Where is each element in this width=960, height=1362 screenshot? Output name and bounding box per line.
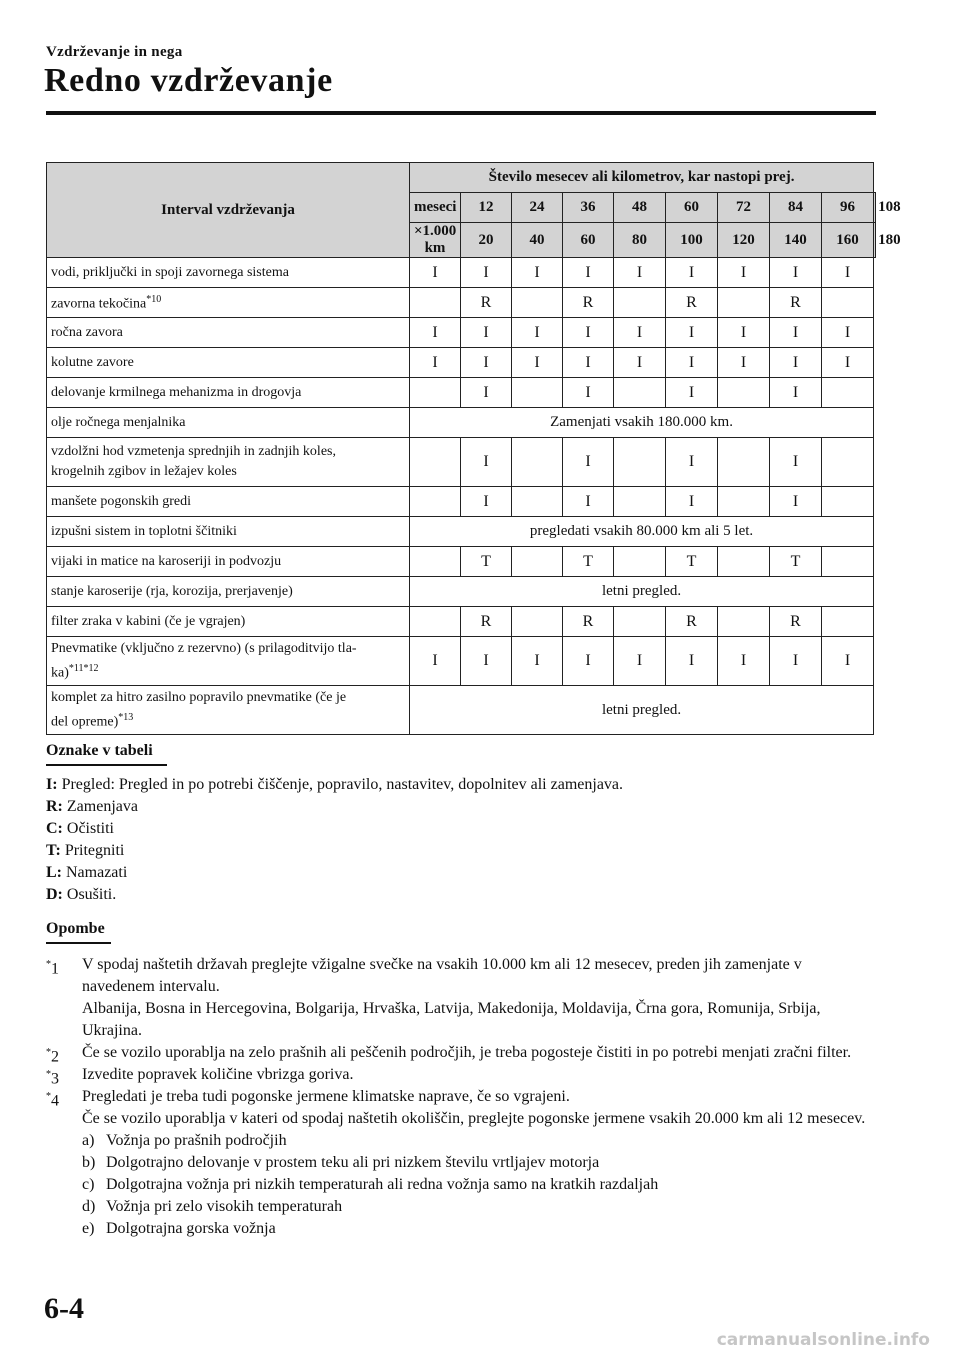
km-header: 180 [874, 223, 876, 258]
note-text: Albanija, Bosna in Hercegovina, Bolgarija, Hrvaška, Latvija, Makedonija, Moldavija, Črna gora, Romunija, Srbija, Ukrajina. [82, 1000, 821, 1039]
value-cell [410, 378, 461, 408]
value-cell: I [512, 637, 563, 686]
item-text: stanje karoserije (rja, korozija, prerjavenje) [51, 583, 293, 599]
item-cell [47, 318, 410, 348]
interval-header: Interval vzdrževanja [47, 163, 410, 258]
value-cell: I [614, 637, 666, 686]
value-cell: I [822, 348, 874, 378]
legend-heading-underline [46, 764, 167, 766]
value-cell [718, 547, 770, 577]
table-row [47, 408, 876, 438]
note [46, 954, 876, 1042]
value-cell: I [666, 378, 718, 408]
value-cell [512, 547, 563, 577]
legend-code: L: [46, 864, 62, 881]
km-header: 20 [461, 223, 512, 258]
value-cell: I [666, 318, 718, 348]
item-text: zavorna tekočina [51, 296, 147, 312]
value-cell [410, 487, 461, 517]
value-cell [410, 607, 461, 637]
note-subitem-text: Vožnja pri zelo visokih temperaturah [106, 1198, 343, 1215]
note-text: V spodaj naštetih državah preglejte vžigalne svečke na vsakih 10.000 km ali 12 mesecev, preden jih zamenjate v navedenem intervalu. [82, 956, 802, 995]
item-text-cont: del opreme) [51, 714, 119, 730]
value-cell [614, 547, 666, 577]
km-header: 160 [822, 223, 874, 258]
value-cell: I [461, 318, 512, 348]
page-number: 6-4 [44, 1292, 84, 1325]
legend-heading: Oznake v tabeli [46, 742, 153, 759]
item-cell [47, 517, 410, 547]
value-cell: I [666, 258, 718, 288]
value-cell: I [512, 318, 563, 348]
table-row [47, 288, 876, 318]
value-cell: I [410, 258, 461, 288]
note-subitem-letter: e) [82, 1220, 95, 1237]
table-row [47, 517, 876, 547]
value-cell: T [461, 547, 512, 577]
month-header: 108 [874, 193, 876, 223]
table-row [47, 438, 876, 487]
month-header: 84 [770, 193, 822, 223]
note-marker [46, 954, 59, 980]
value-cell: R [770, 607, 822, 637]
legend-item [46, 818, 623, 840]
note [46, 1086, 876, 1240]
value-cell: I [563, 637, 614, 686]
value-cell: T [563, 547, 614, 577]
km-header: 100 [666, 223, 718, 258]
table-row [47, 607, 876, 637]
item-text: filter zraka v kabini (če je vgrajen) [51, 613, 246, 629]
note-subitem-letter: b) [82, 1154, 96, 1171]
note-marker [46, 1086, 59, 1112]
value-cell [822, 487, 874, 517]
value-cell: I [614, 318, 666, 348]
table-row [47, 547, 876, 577]
value-cell [410, 547, 461, 577]
value-cell [822, 547, 874, 577]
table-row [47, 318, 876, 348]
month-header: 12 [461, 193, 512, 223]
value-cell [614, 288, 666, 318]
value-cell: I [563, 438, 614, 487]
value-cell [718, 438, 770, 487]
value-cell: I [512, 258, 563, 288]
value-cell: I [461, 637, 512, 686]
item-cell [47, 607, 410, 637]
value-cell: R [461, 607, 512, 637]
value-cell: I [822, 637, 874, 686]
value-cell: I [563, 378, 614, 408]
value-cell: R [666, 607, 718, 637]
value-cell: I [410, 348, 461, 378]
table-row [47, 378, 876, 408]
note-star: * [46, 1047, 51, 1058]
note-text: Če se vozilo uporablja na zelo prašnih ali peščenih področjih, je treba pogosteje čistiti in po potrebi menjati zračni filter. [82, 1044, 852, 1061]
value-cell: I [563, 348, 614, 378]
span-value: pregledati vsakih 80.000 km ali 5 let. [410, 517, 874, 547]
item-cell [47, 686, 410, 735]
item-text: komplet za hitro zasilno popravilo pnevmatike (če je [51, 689, 347, 705]
note-subitem-text: Dolgotrajna vožnja pri nizkih temperaturah ali redna vožnja samo na kratkih razdaljah [106, 1176, 659, 1193]
value-cell [718, 607, 770, 637]
month-header: 60 [666, 193, 718, 223]
section-label: Vzdrževanje in nega [46, 44, 183, 60]
item-cell [47, 637, 410, 686]
value-cell: I [770, 258, 822, 288]
value-cell [614, 378, 666, 408]
value-cell [512, 607, 563, 637]
value-cell [822, 288, 874, 318]
legend-text: Očistiti [66, 820, 114, 837]
item-cell [47, 487, 410, 517]
value-cell: I [718, 318, 770, 348]
maintenance-table [46, 162, 901, 735]
value-cell: I [718, 637, 770, 686]
month-header: 48 [614, 193, 666, 223]
value-cell: T [770, 547, 822, 577]
item-cell [47, 438, 410, 487]
value-cell: I [512, 348, 563, 378]
value-cell: I [666, 487, 718, 517]
km-header: 60 [563, 223, 614, 258]
legend-list [46, 774, 623, 906]
value-cell [614, 607, 666, 637]
note-subitem-letter: a) [82, 1132, 95, 1149]
months-label: meseci [410, 193, 461, 223]
item-cell [47, 258, 410, 288]
km-header: 120 [718, 223, 770, 258]
legend-code: C: [46, 820, 63, 837]
value-cell: I [822, 318, 874, 348]
legend-code: D: [46, 886, 63, 903]
item-text: manšete pogonskih gredi [51, 493, 191, 509]
item-cell [47, 288, 410, 318]
month-header: 96 [822, 193, 874, 223]
value-cell [822, 438, 874, 487]
value-cell [822, 607, 874, 637]
value-cell: I [563, 318, 614, 348]
month-header: 36 [563, 193, 614, 223]
value-cell [614, 487, 666, 517]
span-value: letni pregled. [410, 577, 874, 607]
legend-text: Osušiti. [66, 886, 117, 903]
value-cell: I [718, 348, 770, 378]
value-cell: I [666, 637, 718, 686]
legend-code: R: [46, 798, 63, 815]
km-header: 140 [770, 223, 822, 258]
note-number: 3 [51, 1070, 59, 1088]
legend-code: I: [46, 776, 58, 793]
item-text: kolutne zavore [51, 354, 134, 370]
value-cell: I [666, 348, 718, 378]
value-cell [614, 438, 666, 487]
value-cell [512, 438, 563, 487]
value-cell: I [614, 258, 666, 288]
value-cell: I [770, 318, 822, 348]
table-row [47, 258, 876, 288]
notes-heading-underline [46, 942, 111, 944]
table-row [47, 686, 876, 735]
value-cell: I [614, 348, 666, 378]
value-cell: I [461, 348, 512, 378]
note-subitem-letter: d) [82, 1198, 96, 1215]
value-cell: R [461, 288, 512, 318]
value-cell: I [770, 348, 822, 378]
notes-list [46, 954, 876, 1240]
legend-item [46, 796, 623, 818]
note-sublist [82, 1130, 876, 1240]
legend-item [46, 862, 623, 884]
legend-text: Pregled: Pregled in po potrebi čiščenje, popravilo, nastavitev, dopolnitev ali zamenjava. [61, 776, 624, 793]
value-cell: I [770, 378, 822, 408]
value-cell [718, 378, 770, 408]
value-cell: T [666, 547, 718, 577]
value-cell: I [718, 258, 770, 288]
value-cell [512, 288, 563, 318]
value-cell: I [770, 487, 822, 517]
item-text: ročna zavora [51, 324, 123, 340]
note-number: 2 [51, 1048, 59, 1066]
item-text-cont: ka) [51, 665, 69, 681]
item-text: vzdolžni hod vzmetenja sprednjih in zadnjih koles, [51, 444, 336, 459]
group-header: Število mesecev ali kilometrov, kar nastopi prej. [410, 163, 874, 193]
item-cell [47, 547, 410, 577]
legend-item [46, 840, 623, 862]
legend-code: T: [46, 842, 61, 859]
item-text: olje ročnega menjalnika [51, 414, 186, 430]
value-cell: I [461, 258, 512, 288]
month-header: 72 [718, 193, 770, 223]
value-cell: R [563, 607, 614, 637]
value-cell: I [410, 318, 461, 348]
value-cell [512, 487, 563, 517]
item-text: izpušni sistem in toplotni ščitniki [51, 523, 237, 539]
item-cell [47, 408, 410, 438]
value-cell: R [770, 288, 822, 318]
value-cell: R [563, 288, 614, 318]
value-cell [822, 378, 874, 408]
value-cell: I [770, 637, 822, 686]
note [46, 1042, 876, 1064]
note-number: 4 [51, 1092, 59, 1110]
note-number: 1 [51, 960, 59, 978]
item-text-cont: krogelnih zgibov in ležajev koles [51, 464, 237, 479]
table-row [47, 637, 876, 686]
km-label: ×1.000 km [410, 223, 461, 258]
item-cell [47, 348, 410, 378]
table-row [47, 348, 876, 378]
note-subitem-text: Dolgotrajna gorska vožnja [106, 1220, 276, 1237]
value-cell: I [461, 378, 512, 408]
value-cell: I [563, 258, 614, 288]
value-cell [718, 288, 770, 318]
note-star: * [46, 959, 51, 970]
item-text: vijaki in matice na karoseriji in podvozju [51, 553, 282, 569]
footnote-ref: *10 [146, 294, 162, 306]
legend-text: Pritegniti [64, 842, 125, 859]
note [46, 1064, 876, 1086]
legend-item [46, 774, 623, 796]
page-title: Redno vzdrževanje [44, 62, 333, 99]
value-cell: I [666, 438, 718, 487]
watermark: carmanualsonline.info [716, 1330, 930, 1350]
value-cell: I [770, 438, 822, 487]
note-subitem [82, 1152, 876, 1174]
span-value: Zamenjati vsakih 180.000 km. [410, 408, 874, 438]
value-cell [718, 487, 770, 517]
note-subitem-text: Vožnja po prašnih področjih [106, 1132, 287, 1149]
note-star: * [46, 1069, 51, 1080]
legend-text: Namazati [66, 864, 128, 881]
note-subitem [82, 1218, 876, 1240]
legend-text: Zamenjava [66, 798, 138, 815]
legend-item [46, 884, 623, 906]
value-cell: I [461, 487, 512, 517]
note-subitem-letter: c) [82, 1176, 95, 1193]
value-cell [410, 438, 461, 487]
note-text: Izvedite popravek količine vbrizga goriva. [82, 1066, 354, 1083]
value-cell: I [410, 637, 461, 686]
note-star: * [46, 1091, 51, 1102]
month-header: 24 [512, 193, 563, 223]
note-subitem-text: Dolgotrajno delovanje v prostem teku ali pri nizkem številu vrtljajev motorja [106, 1154, 600, 1171]
value-cell: I [822, 258, 874, 288]
value-cell [512, 378, 563, 408]
value-cell: I [461, 438, 512, 487]
footnote-ref: *11*12 [68, 662, 99, 674]
note-text: Pregledati je treba tudi pogonske jermene klimatske naprave, če so vgrajeni. [82, 1088, 570, 1105]
item-cell [47, 378, 410, 408]
value-cell [410, 288, 461, 318]
table-body [47, 258, 876, 735]
note-subitem [82, 1196, 876, 1218]
footnote-ref: *13 [118, 711, 134, 723]
title-rule [46, 111, 876, 115]
span-value: letni pregled. [410, 686, 874, 735]
note-text: Če se vozilo uporablja v kateri od spodaj naštetih okoliščin, preglejte pogonske jermene vsakih 20.000 km ali 12 mesecev. [82, 1110, 866, 1127]
item-text: vodi, priključki in spoji zavornega sistema [51, 264, 289, 280]
item-cell [47, 577, 410, 607]
table-row [47, 487, 876, 517]
note-subitem [82, 1130, 876, 1152]
km-header: 40 [512, 223, 563, 258]
value-cell: R [666, 288, 718, 318]
item-text: delovanje krmilnega mehanizma in drogovja [51, 384, 302, 400]
km-header: 80 [614, 223, 666, 258]
note-subitem [82, 1174, 876, 1196]
value-cell: I [563, 487, 614, 517]
notes-heading: Opombe [46, 920, 105, 937]
table-row [47, 577, 876, 607]
item-text: Pnevmatike (vključno z rezervno) (s prilagoditvijo tla- [51, 640, 357, 656]
